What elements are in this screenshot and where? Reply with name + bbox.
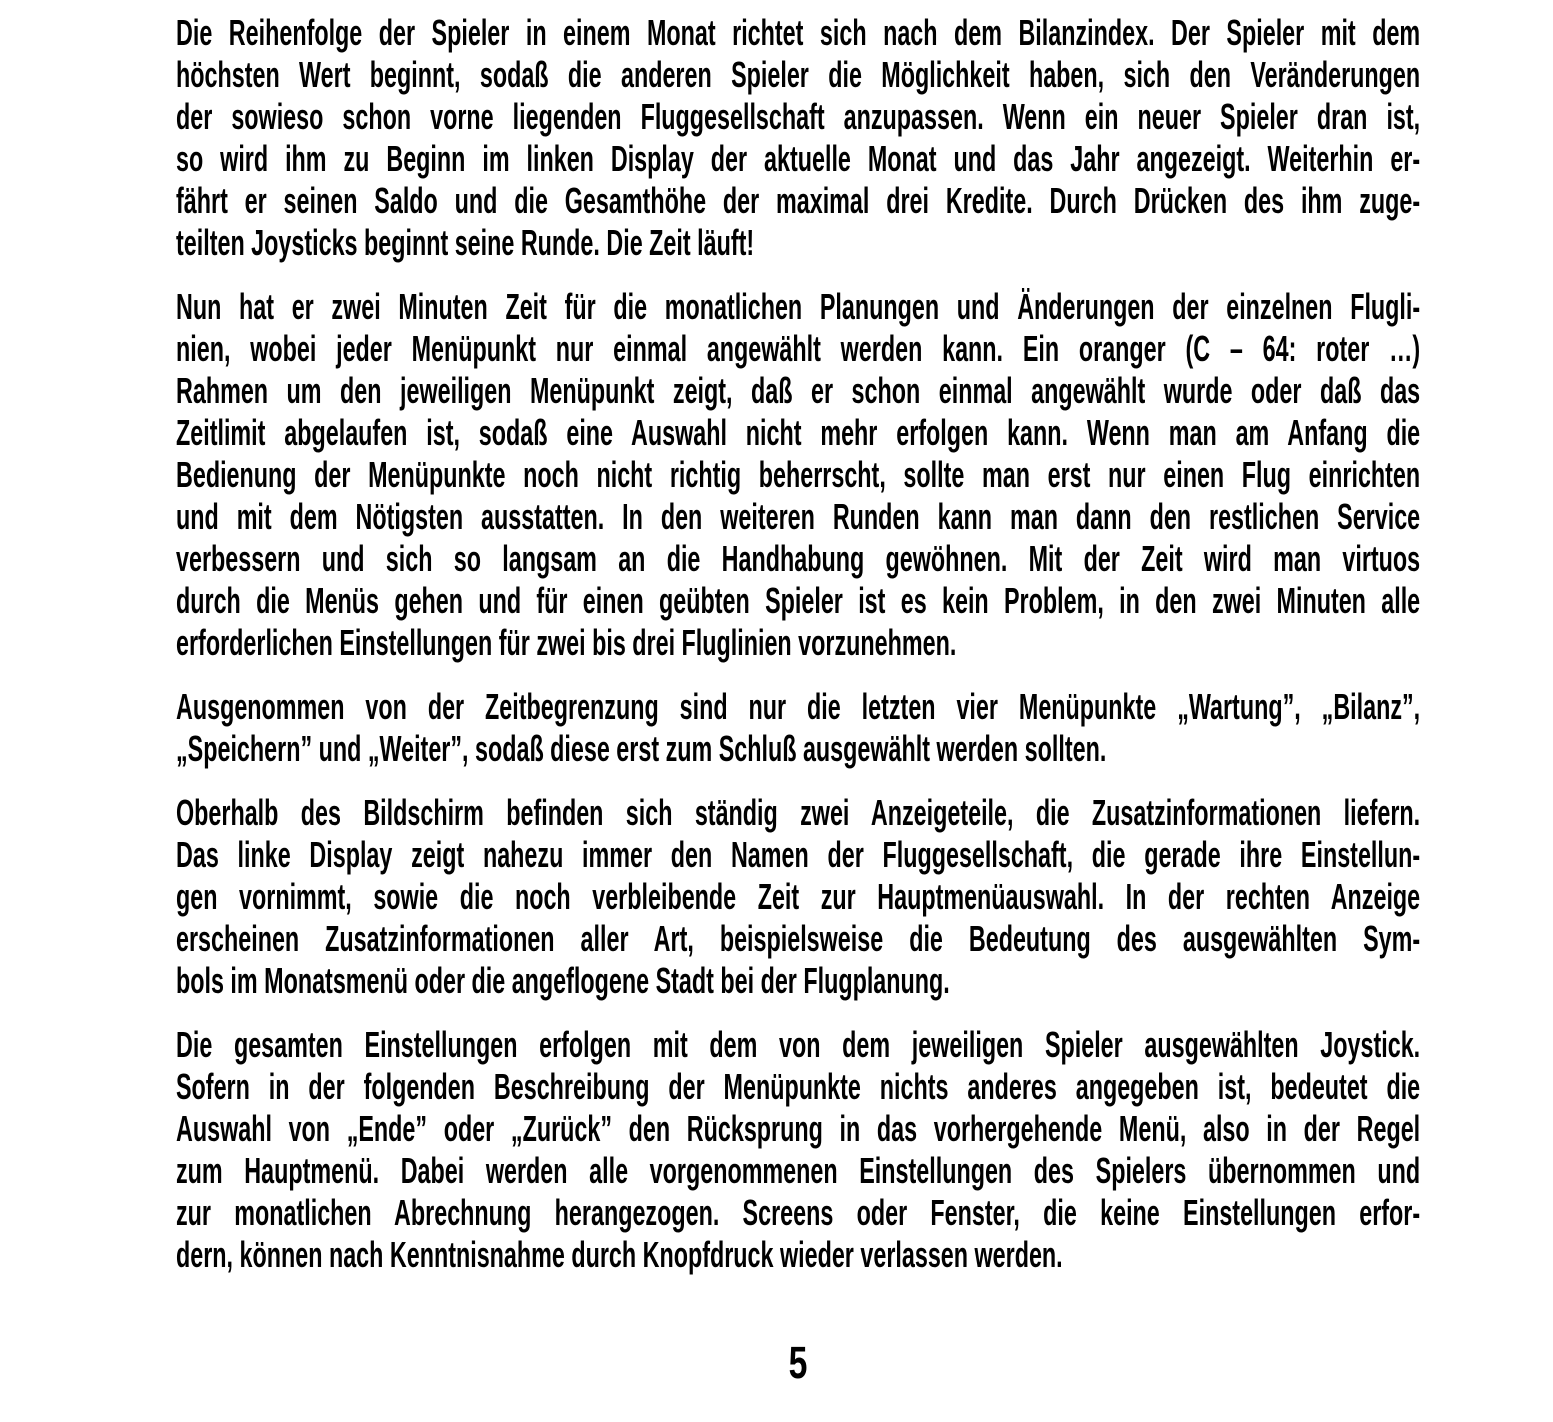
paragraph-3: [176, 686, 1420, 770]
text-line: erscheinen Zusatzinformationen aller Art, beispielsweise die Bedeutung des ausgewählten Sym-: [176, 918, 1421, 959]
paragraph-1: [176, 12, 1420, 264]
text-line: Bedienung der Menüpunkte noch nicht richtig beherrscht, sollte man erst nur einen Flug einrichten: [176, 454, 1421, 495]
paragraph-5: [176, 1024, 1420, 1276]
text-line: Auswahl von „Ende” oder „Zurück” den Rücksprung in das vorhergehende Menü, also in der Regel: [176, 1108, 1421, 1149]
text-line: dern, können nach Kenntnisnahme durch Knopfdruck wieder verlassen werden.: [176, 1234, 1063, 1275]
text-line: Die gesamten Einstellungen erfolgen mit dem von dem jeweiligen Spieler ausgewählten Joystick.: [176, 1024, 1421, 1065]
text-line: der sowieso schon vorne liegenden Fluggesellschaft anzupassen. Wenn ein neuer Spieler dran ist,: [176, 96, 1421, 137]
text-line: Nun hat er zwei Minuten Zeit für die monatlichen Planungen und Änderungen der einzelnen Flugli-: [176, 286, 1421, 327]
text-line: Die Reihenfolge der Spieler in einem Monat richtet sich nach dem Bilanzindex. Der Spieler mit dem: [176, 12, 1421, 53]
paragraph-4: [176, 792, 1420, 1002]
text-line: erforderlichen Einstellungen für zwei bis drei Fluglinien vorzunehmen.: [176, 622, 957, 663]
text-line: „Speichern” und „Weiter”, sodaß diese erst zum Schluß ausgewählt werden sollten.: [176, 728, 1107, 769]
text-line: Sofern in der folgenden Beschreibung der Menüpunkte nichts anderes angegeben ist, bedeutet die: [176, 1066, 1421, 1107]
paragraph-2: [176, 286, 1420, 664]
page-number: 5: [788, 1337, 808, 1388]
text-line: so wird ihm zu Beginn im linken Display der aktuelle Monat und das Jahr angezeigt. Weiterhin er-: [176, 138, 1421, 179]
text-line: gen vornimmt, sowie die noch verbleibende Zeit zur Hauptmenüauswahl. In der rechten Anzeige: [176, 876, 1421, 917]
text-line: durch die Menüs gehen und für einen geübten Spieler ist es kein Problem, in den zwei Minuten alle: [176, 580, 1421, 621]
text-line: zum Hauptmenü. Dabei werden alle vorgenommenen Einstellungen des Spielers übernommen und: [176, 1150, 1421, 1191]
text-line: teilten Joysticks beginnt seine Runde. Die Zeit läuft!: [176, 222, 755, 263]
text-line: fährt er seinen Saldo und die Gesamthöhe der maximal drei Kredite. Durch Drücken des ihm zuge-: [176, 180, 1421, 221]
text-line: Rahmen um den jeweiligen Menüpunkt zeigt, daß er schon einmal angewählt wurde oder daß das: [176, 370, 1421, 411]
text-line: Das linke Display zeigt nahezu immer den Namen der Fluggesellschaft, die gerade ihre Einstellun-: [176, 834, 1421, 875]
text-line: verbessern und sich so langsam an die Handhabung gewöhnen. Mit der Zeit wird man virtuos: [176, 538, 1421, 579]
text-block: [176, 12, 1420, 1298]
text-line: Zeitlimit abgelaufen ist, sodaß eine Auswahl nicht mehr erfolgen kann. Wenn man am Anfang die: [176, 412, 1421, 453]
text-line: nien, wobei jeder Menüpunkt nur einmal angewählt werden kann. Ein oranger (C – 64: roter …): [176, 328, 1421, 369]
text-line: zur monatlichen Abrechnung herangezogen. Screens oder Fenster, die keine Einstellungen erfor-: [176, 1192, 1421, 1233]
text-line: und mit dem Nötigsten ausstatten. In den weiteren Runden kann man dann den restlichen Service: [176, 496, 1421, 537]
text-line: Oberhalb des Bildschirm befinden sich ständig zwei Anzeigeteile, die Zusatzinformationen liefern.: [176, 792, 1421, 833]
text-line: höchsten Wert beginnt, sodaß die anderen Spieler die Möglichkeit haben, sich den Veränderungen: [176, 54, 1421, 95]
text-line: bols im Monatsmenü oder die angeflogene Stadt bei der Flugplanung.: [176, 960, 950, 1001]
text-line: Ausgenommen von der Zeitbegrenzung sind nur die letzten vier Menüpunkte „Wartung”, „Bilanz”,: [176, 686, 1421, 727]
